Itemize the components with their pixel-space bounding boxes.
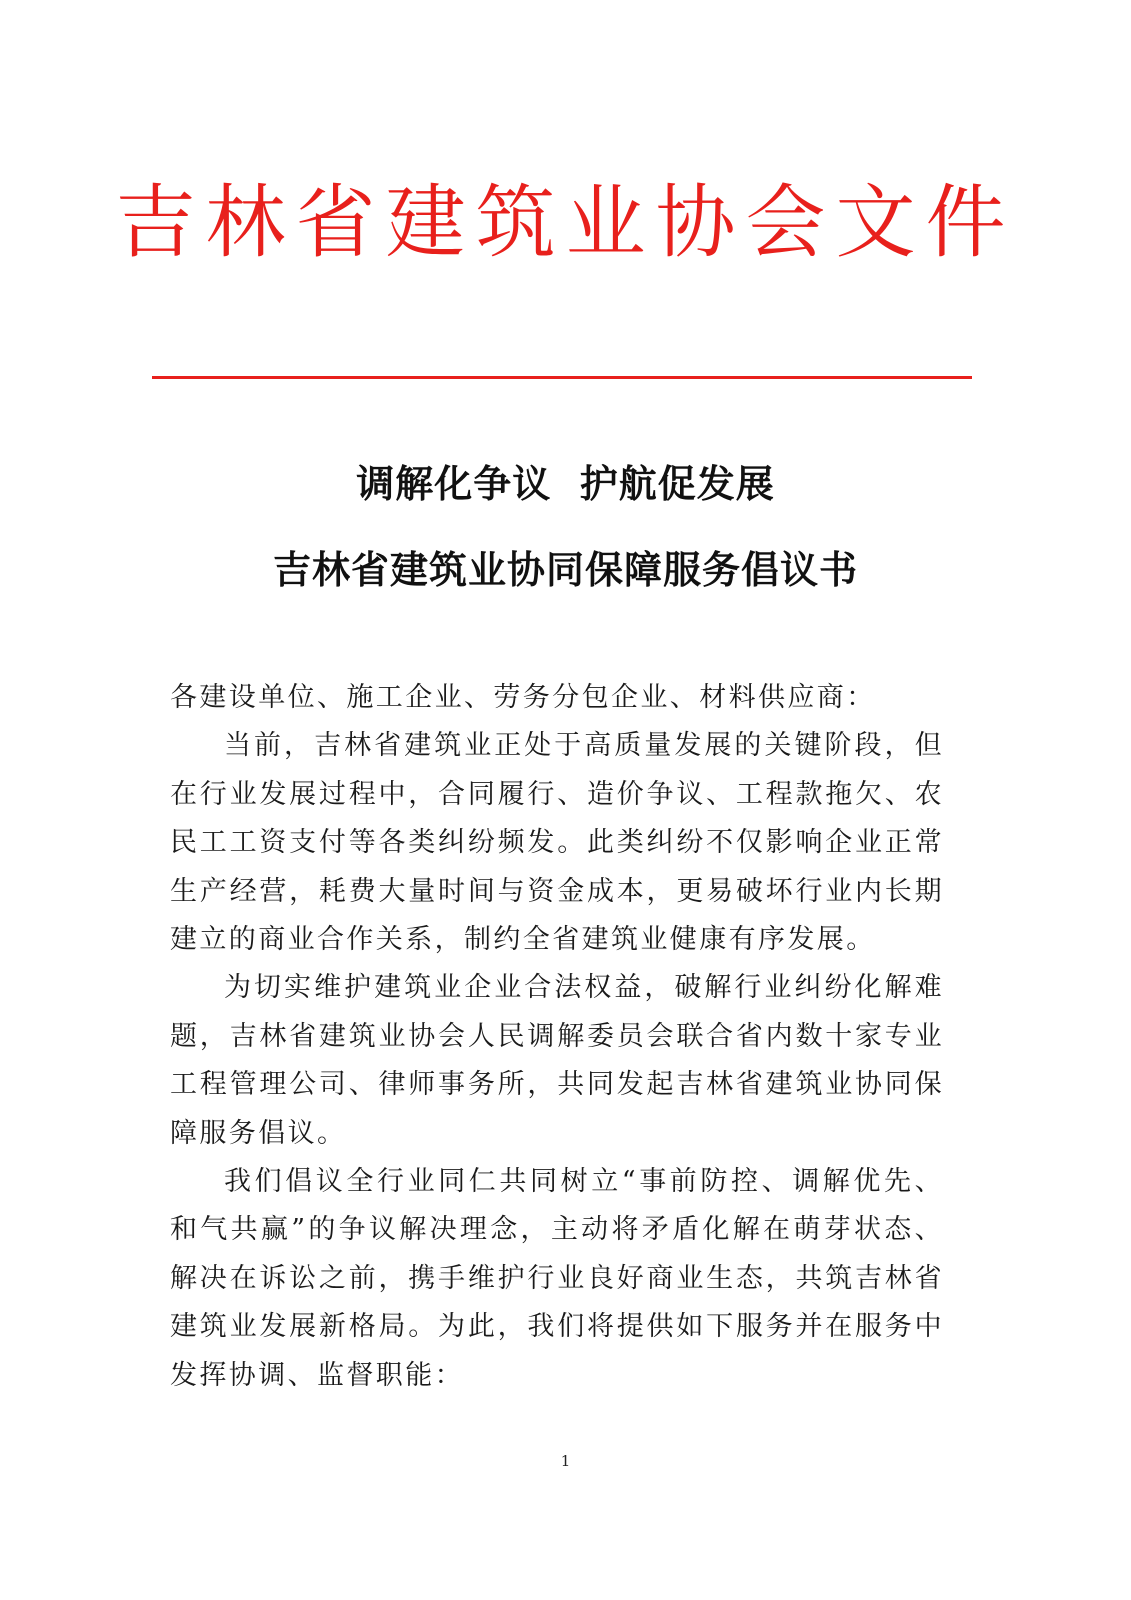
document-body (170, 674, 944, 1400)
body-paragraph-1: 当前，吉林省建筑业正处于高质量发展的关键阶段，但在行业发展过程中，合同履行、造价争议、工程款拖欠、农民工工资支付等各类纠纷频发。此类纠纷不仅影响企业正常生产经营，耗费大量时间与资金成本，更易破坏行业内长期建立的商业合作关系，制约全省建筑业健康有序发展。 (170, 730, 944, 956)
header-red-rule (152, 376, 972, 379)
body-paragraph-3: 我们倡议全行业同仁共同树立“事前防控、调解优先、和气共赢”的争议解决理念，主动将矛盾化解在萌芽状态、解决在诉讼之前，携手维护行业良好商业生态，共筑吉林省建筑业发展新格局。为此，我们将提供如下服务并在服务中发挥协调、监督职能： (170, 1166, 944, 1391)
body-paragraph-2: 为切实维护建筑业企业合法权益，破解行业纠纷化解难题，吉林省建筑业协会人民调解委员会联合省内数十家专业工程管理公司、律师事务所，共同发起吉林省建筑业协同保障服务倡议。 (170, 972, 944, 1149)
document-header-title: 吉林省建筑业协会文件 (115, 176, 1016, 269)
document-title-line-1: 调解化争议 护航促发展 (356, 462, 775, 506)
page-number: 1 (560, 1452, 571, 1470)
document-title-line-2: 吉林省建筑业协同保障服务倡议书 (272, 548, 858, 592)
salutation: 各建设单位、施工企业、劳务分包企业、材料供应商： (170, 682, 876, 713)
